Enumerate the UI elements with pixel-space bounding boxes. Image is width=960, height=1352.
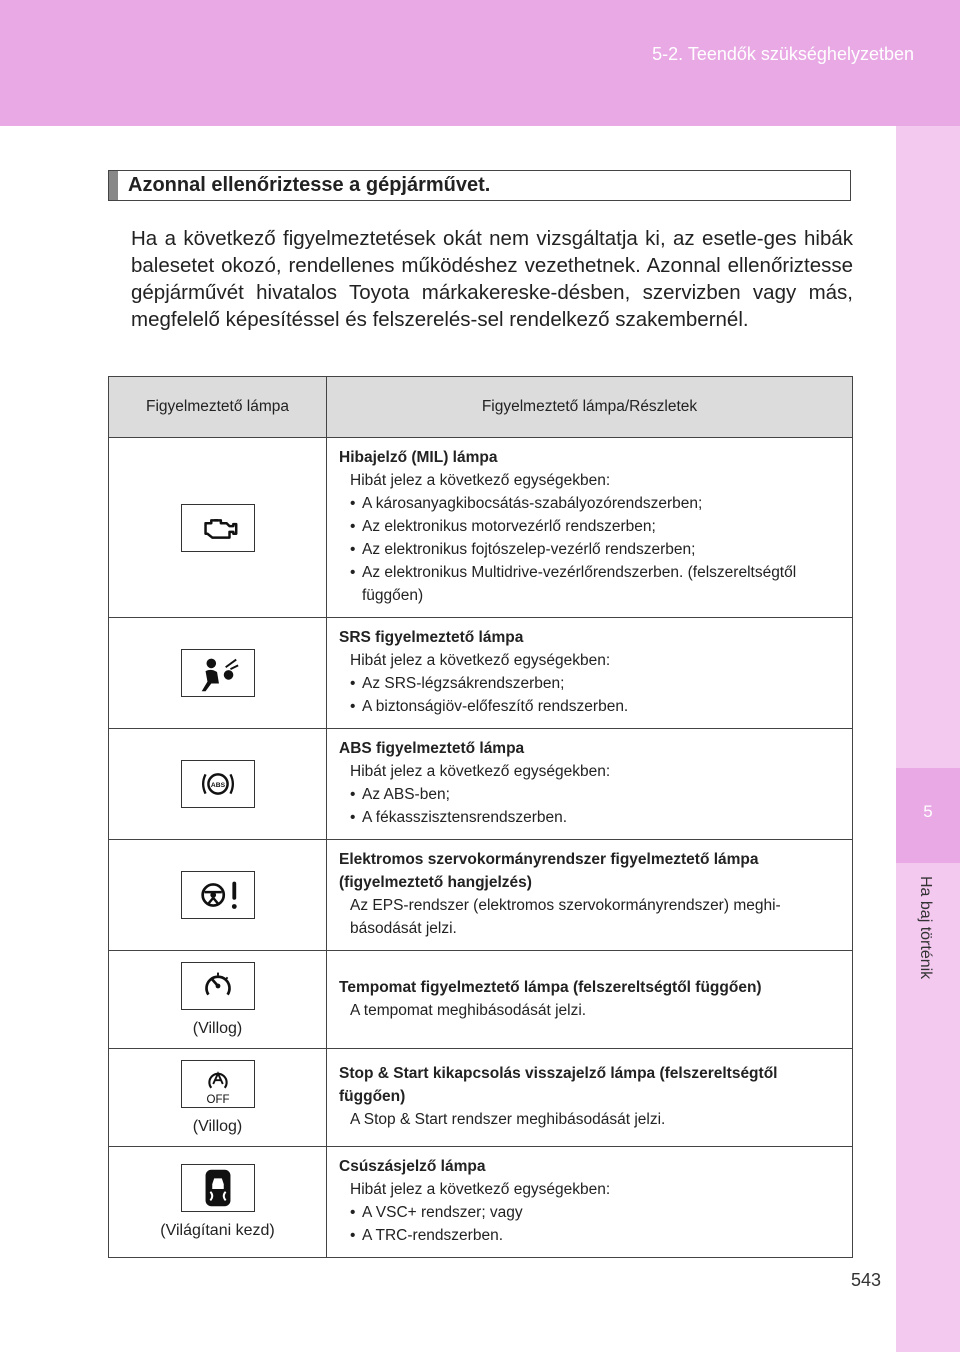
list-item: • A károsanyagkibocsátás-szabályozórendszerben;: [350, 492, 842, 515]
lamp-cell: [109, 438, 327, 618]
list-item: • A TRC-rendszerben.: [350, 1224, 842, 1247]
row-line: A Stop & Start rendszer meghibásodását jelzi.: [350, 1111, 666, 1128]
row-title: ABS figyelmeztető lámpa: [339, 740, 525, 757]
page-number: 543: [851, 1270, 882, 1290]
list-item: • Az elektronikus fojtószelep-vezérlő rendszerben;: [350, 538, 842, 561]
row-title: Tempomat figyelmeztető lámpa (felszereltségtől függően): [339, 978, 762, 996]
heading-text: Azonnal ellenőriztesse a gépjárművet.: [128, 174, 491, 196]
airbag-icon: [181, 649, 255, 697]
row-title: Csúszásjelző lámpa: [339, 1158, 486, 1175]
skid-icon: [181, 1164, 255, 1212]
table-row: [109, 729, 853, 840]
lamp-cell: [109, 951, 327, 1049]
row-line: A tempomat meghibásodását jelzi.: [350, 1001, 587, 1019]
detail-cell: [327, 1147, 853, 1258]
table-row: [109, 618, 853, 729]
svg-text:ABS: ABS: [210, 781, 225, 789]
detail-cell: [327, 1049, 853, 1147]
lamp-note: (Világítani kezd): [160, 1222, 275, 1239]
section-title: 5-2. Teendők szükséghelyzetben: [652, 44, 914, 64]
lamp-cell: [109, 618, 327, 729]
row-title: Elektromos szervokormányrendszer figyelmeztető lámpa (figyelmeztető hangjelzés): [339, 851, 759, 891]
engine-icon: [181, 504, 255, 552]
detail-cell: [327, 951, 853, 1049]
lamp-note: (Villog): [192, 1117, 243, 1135]
list-item: • Az elektronikus motorvezérlő rendszerben;: [350, 515, 842, 538]
lamp-cell: [109, 1049, 327, 1147]
chapter-label: Ha baj történik: [917, 876, 934, 980]
row-line: Hibát jelez a következő egységekben:: [350, 652, 611, 669]
row-line: Az EPS-rendszer (elektromos szervokormányrendszer) meghi-básodását jelzi.: [350, 897, 781, 937]
side-tab: [896, 126, 960, 1352]
lamp-cell: [109, 840, 327, 951]
detail-cell: [327, 618, 853, 729]
list-item: • A fékasszisztensrendszerben.: [350, 806, 842, 829]
lamp-cell: [109, 729, 327, 840]
row-line: Hibát jelez a következő egységekben:: [350, 1181, 611, 1198]
intro-paragraph: Ha a következő figyelmeztetések okát nem vizsgáltatja ki, az esetle-ges hibák balesetet okozó, rendellenes működéshez vezethetnek. Azonnal ellenőriztesse gépjárművét hivatalos Toyota márkakereske-désben, szervizben vagy más, megfelelő képesítéssel és felszerelés-sel rendelkező szakembernél.: [131, 227, 853, 331]
detail-cell: [327, 438, 853, 618]
bullet-list: [339, 783, 842, 829]
table-row: [109, 1147, 853, 1258]
heading-bar: [109, 171, 118, 200]
list-item: • Az SRS-légzsákrendszerben;: [350, 672, 842, 695]
lamp-cell: [109, 1147, 327, 1258]
bullet-list: [339, 1201, 842, 1247]
lamp-note: (Villog): [192, 1019, 243, 1037]
row-title: Hibajelző (MIL) lámpa: [339, 449, 498, 466]
section-heading: [108, 170, 851, 201]
detail-cell: [327, 729, 853, 840]
table-row: [109, 840, 853, 951]
detail-cell: [327, 840, 853, 951]
table-row: [109, 438, 853, 618]
table-header-row: [109, 377, 853, 438]
table-row: [109, 1049, 853, 1147]
cruise-control-icon: [181, 962, 255, 1010]
list-item: • Az ABS-ben;: [350, 783, 842, 806]
bullet-list: [339, 492, 842, 607]
row-line: Hibát jelez a következő egységekben:: [350, 763, 611, 780]
off-text: OFF: [206, 1093, 229, 1106]
chapter-number: 5: [923, 802, 933, 821]
eps-icon: [181, 871, 255, 919]
table-row: [109, 951, 853, 1049]
list-item: • A VSC+ rendszer; vagy: [350, 1201, 842, 1224]
header-details: Figyelmeztető lámpa/Részletek: [327, 377, 853, 438]
list-item: • A biztonságiöv-előfeszítő rendszerben.: [350, 695, 842, 718]
stop-start-off-icon: [181, 1060, 255, 1108]
row-title: Stop & Start kikapcsolás visszajelző lámpa (felszereltségtől függően): [339, 1065, 778, 1105]
bullet-list: [339, 672, 842, 718]
list-item: • Az elektronikus Multidrive-vezérlőrendszerben. (felszereltségtől függően): [350, 561, 842, 607]
row-title: SRS figyelmeztető lámpa: [339, 629, 524, 646]
abs-icon: [181, 760, 255, 808]
header-lamp: Figyelmeztető lámpa: [109, 377, 327, 438]
row-line: Hibát jelez a következő egységekben:: [350, 472, 611, 489]
warning-lamp-table: [108, 376, 853, 1258]
